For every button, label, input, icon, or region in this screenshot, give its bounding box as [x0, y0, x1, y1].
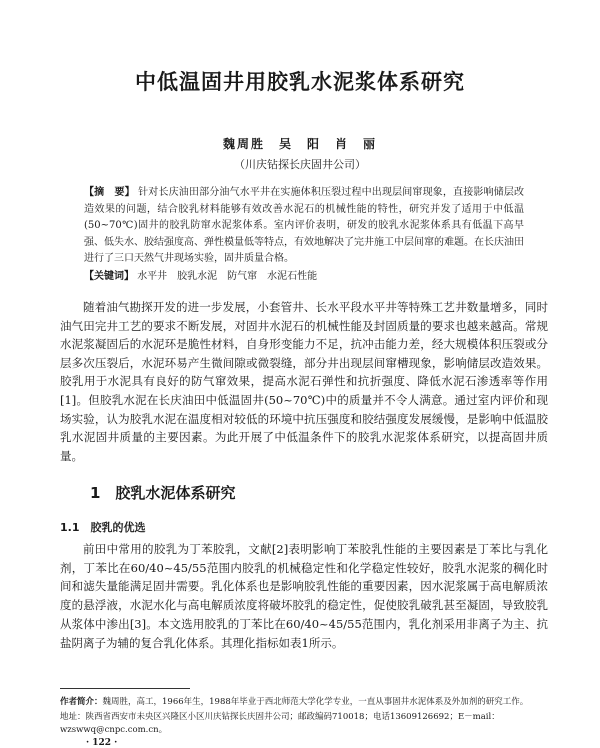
keywords-text: 水平井 胶乳水泥 防气窜 水泥石性能: [137, 271, 318, 282]
section-heading: 1 胶乳水泥体系研究: [90, 484, 236, 502]
author-footnote: [60, 696, 560, 709]
address-footnote: 地址：陕西省西安市未央区兴隆区小区川庆钻探长庆固井公司；邮政编码710018；电话13609126692；E－mail：wzswwq@cnpc.com.cn。: [60, 712, 500, 735]
author-footnote-label: 作者简介：: [60, 697, 103, 707]
abstract-text: 针对长庆油田部分油气水平井在实施体积压裂过程中出现层间窜现象，直接影响储层改造效果的问题，结合胶乳材料能够有效改善水泥石的机械性能的特性，研究并发了适用于中低温(50~70℃)固井的胶乳防窜水泥浆体系。室内评价表明，研发的胶乳水泥浆体系具有低温下高早强、低失水、胶结强度高、弹性模量低等特点，有效地解决了完井施工中层间窜的难题。在长庆油田进行了三口天然气井现场实验，固井质量合格。: [84, 187, 525, 264]
keywords-label: 【关键词】: [84, 271, 134, 282]
paper-title: 中低温固井用胶乳水泥浆体系研究: [135, 70, 465, 94]
author-list: 魏周胜 吴 阳 肖 丽: [222, 137, 377, 151]
page-number: · 122 ·: [86, 738, 118, 748]
author-footnote-text: 魏周胜，高工，1966年生，1988年毕业于西北师范大学化学专业，一直从事固井水泥体系及外加剂的研究工作。: [102, 697, 529, 707]
section-paragraph: 前田中常用的胶乳为丁苯胶乳，文献[2]表明影响丁苯胶乳性能的主要因素是丁苯比与乳化剂，丁苯比在60/40~45/55范围内胶乳的机械稳定性和化学稳定性较好，胶乳水泥浆的稠化时间和滤失量能满足固井需要。乳化体系也是影响胶乳性能的重要因素，因水泥浆属于高电解质浓度的悬浮液，水泥水化与高电解质浓度将破坏胶乳的稳定性，促使胶乳破乳甚至凝固，导致胶乳从浆体中渗出[3]。本文选用胶乳的丁苯比在60/40~45/55范围内，乳化剂采用非离子为主、抗盐阴离子为辅的复合乳化体系。其理化指标如表1所示。: [60, 542, 548, 650]
keywords-block: [84, 267, 524, 282]
intro-paragraph: 随着油气勘探开发的进一步发展，小套管井、长水平段水平井等特殊工艺井数量增多，同时油气田完井工艺的要求不断发展，对固井水泥石的机械性能及封固质量的要求也越来越高。常规水泥浆凝固后的水泥环是脆性材料，自身形变能力不足，抗冲击能力差，经大规模体积压裂或分层多次压裂后，水泥环易产生微间隙或微裂缝，部分井出现层间窜槽现象，影响储层改造效果。胶乳用于水泥具有良好的防气窜效果，提高水泥石弹性和抗折强度、降低水泥石渗透率等作用[1]。但胶乳水泥在长庆油田中低温固井(50~70℃)中的质量并不令人满意。通过室内评价和现场实验，认为胶乳水泥在温度相对较低的环境中抗压强度和胶结强度发展缓慢，是影响中低温胶乳水泥固井质量的主要因素。为此开展了中低温条件下的胶乳水泥浆体系研究，以提高固井质量。: [60, 300, 548, 463]
abstract-label: 【摘 要】: [84, 187, 135, 198]
footnote-divider: [60, 688, 190, 689]
affiliation: （川庆钻探长庆固井公司）: [234, 158, 366, 171]
subsection-heading: 1.1 胶乳的优选: [60, 521, 146, 534]
abstract-block: [84, 185, 524, 268]
